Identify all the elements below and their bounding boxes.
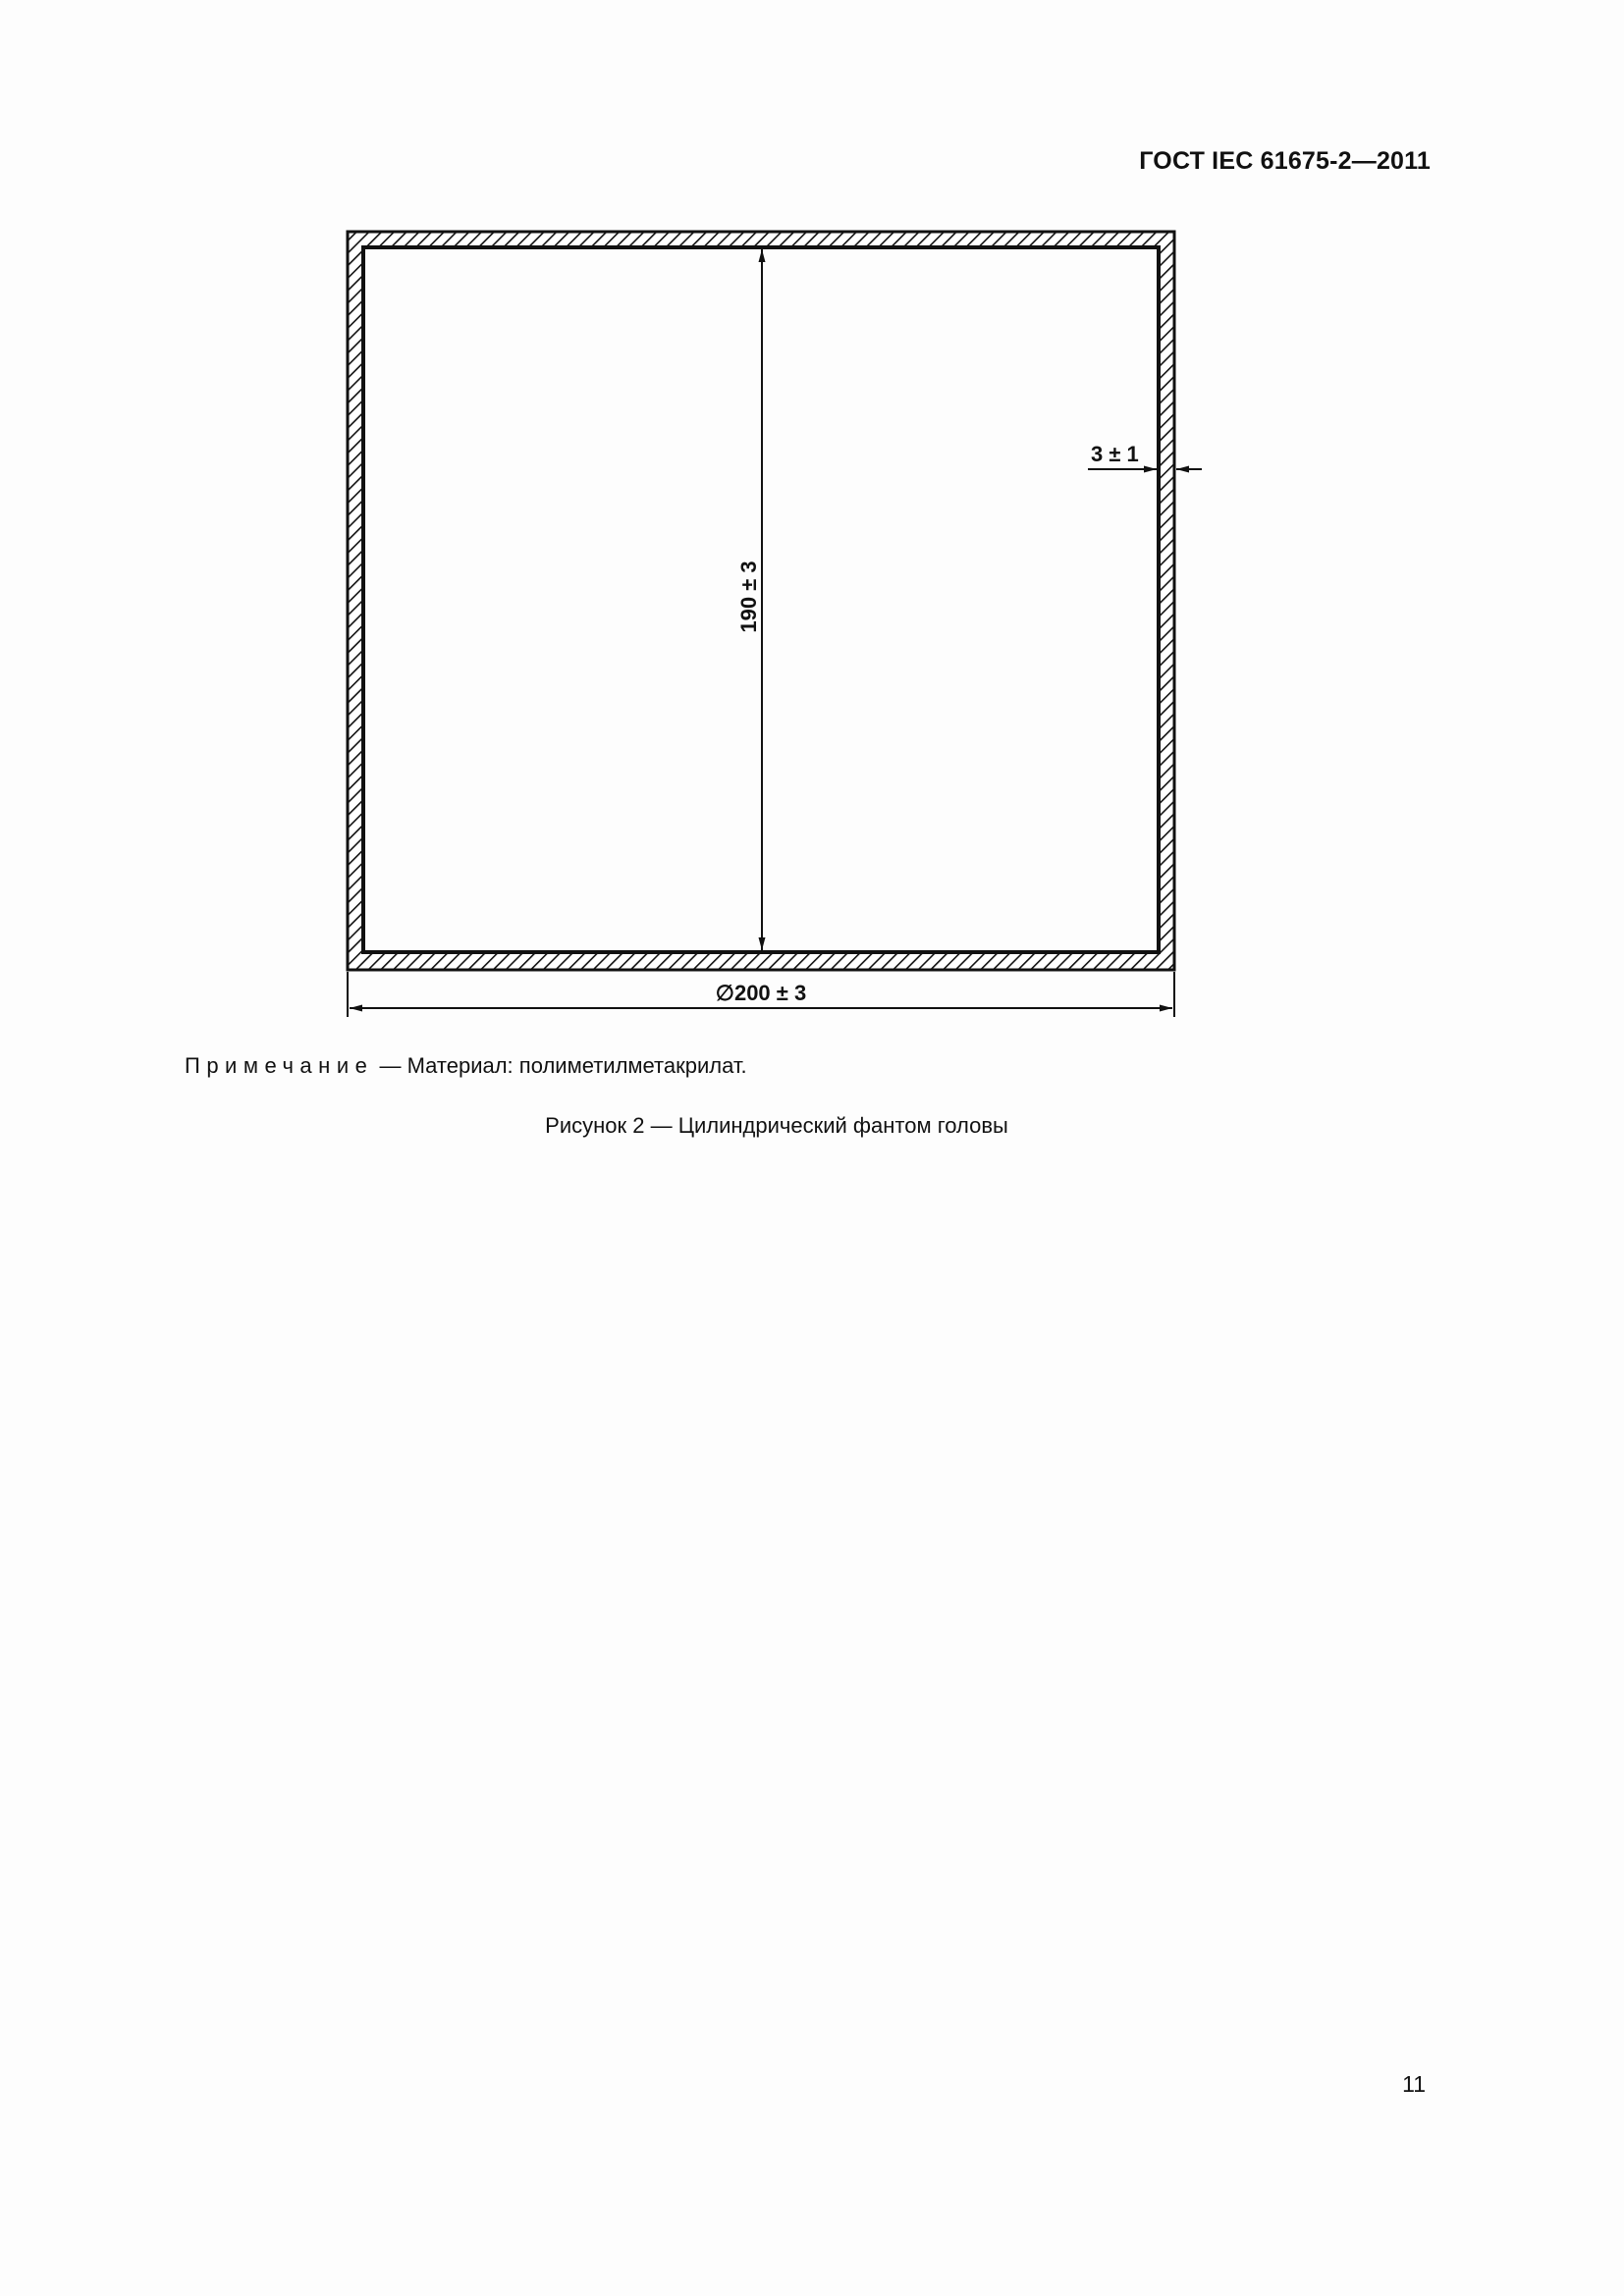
height-dimension-label: 190 ± 3	[736, 561, 761, 633]
document-standard-code: ГОСТ IEC 61675-2—2011	[1139, 147, 1431, 175]
page-number: 11	[1402, 2071, 1426, 2097]
wall-thickness-label: 3 ± 1	[1091, 442, 1139, 466]
note-text: — Материал: полиметилметакрилат.	[373, 1053, 747, 1078]
note-label: Примечание	[185, 1053, 374, 1078]
height-dimension	[736, 249, 762, 950]
head-phantom-drawing	[0, 0, 1624, 1041]
figure-caption: Рисунок 2 — Цилиндрический фантом головы	[545, 1113, 1008, 1138]
wall-thickness-dimension	[1088, 442, 1202, 469]
diameter-dimension	[348, 972, 1174, 1017]
figure-note	[185, 1053, 747, 1079]
diameter-dimension-label: ∅200 ± 3	[715, 981, 807, 1005]
